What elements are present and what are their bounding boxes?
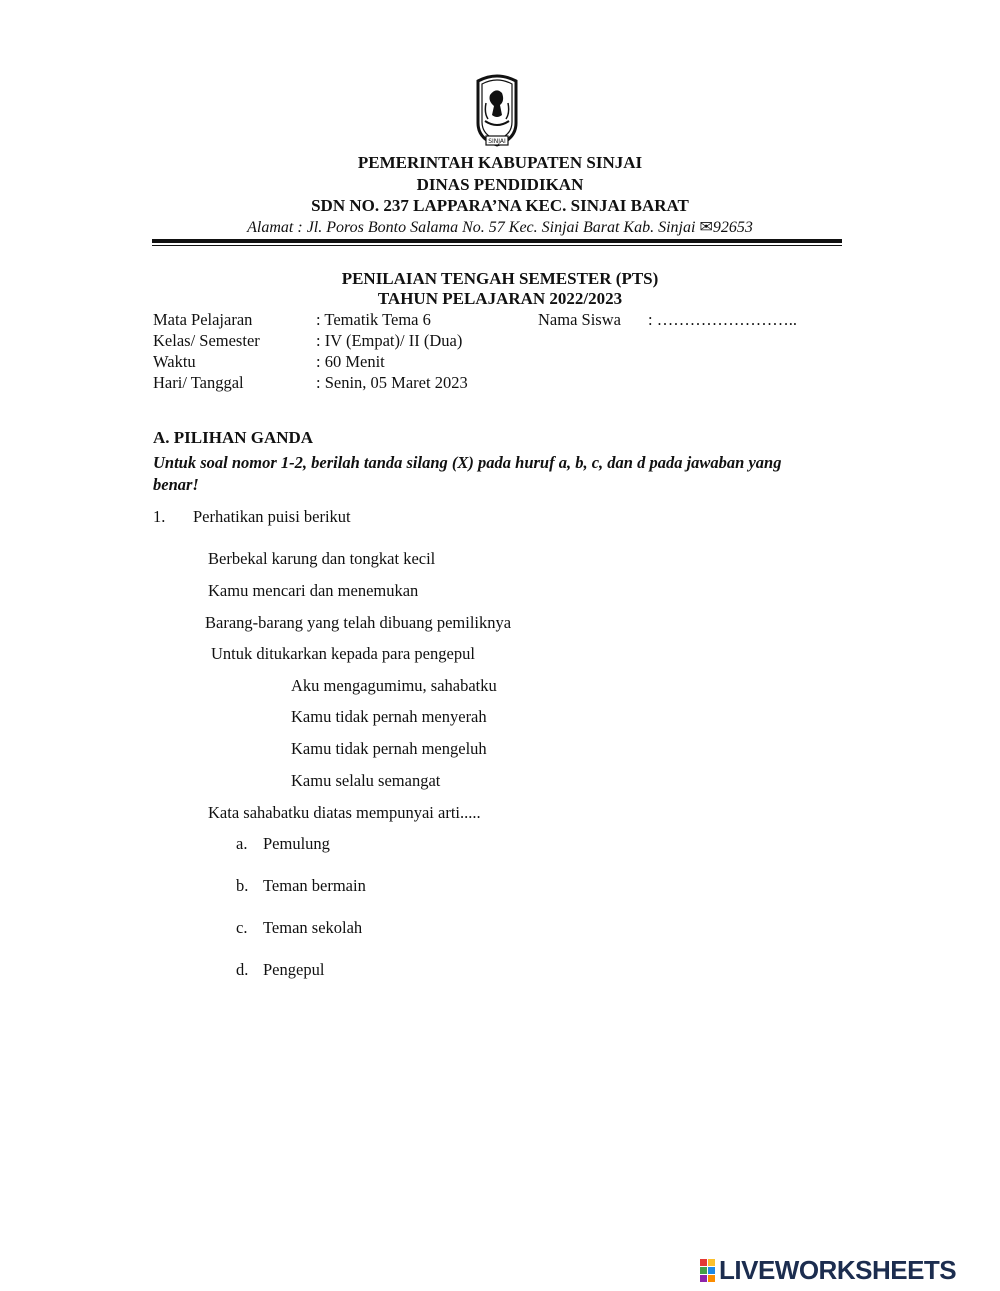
logo-block bbox=[700, 1267, 707, 1274]
header-government: PEMERINTAH KABUPATEN SINJAI bbox=[357, 153, 643, 172]
class-value: : IV (Empat)/ II (Dua) bbox=[316, 331, 463, 350]
poem-line: Kamu mencari dan menemukan bbox=[208, 581, 419, 600]
exam-year: TAHUN PELAJARAN 2022/2023 bbox=[377, 289, 623, 308]
address-text: Alamat : Jl. Poros Bonto Salama No. 57 Kec. Sinjai Barat Kab. Sinjai bbox=[247, 219, 696, 236]
logo-block bbox=[700, 1259, 707, 1266]
logo-block bbox=[708, 1259, 715, 1266]
liveworksheets-text: LIVEWORKSHEETS bbox=[719, 1254, 957, 1285]
option-letter: d. bbox=[236, 960, 249, 979]
answer-option-d[interactable] bbox=[236, 960, 324, 980]
student-name-label: Nama Siswa bbox=[538, 310, 621, 329]
header-school-name: SDN NO. 237 LAPPARA’NA KEC. SINJAI BARAT bbox=[311, 196, 689, 215]
poem-line: Kamu tidak pernah mengeluh bbox=[291, 739, 487, 758]
student-name-field[interactable]: : …………………….. bbox=[648, 310, 797, 329]
poem-line: Untuk ditukarkan kepada para pengepul bbox=[211, 644, 475, 663]
poem-line: Aku mengagumimu, sahabatku bbox=[291, 676, 497, 695]
time-value: : 60 Menit bbox=[316, 352, 385, 371]
answer-option-c[interactable] bbox=[236, 918, 362, 938]
option-letter: b. bbox=[236, 876, 249, 895]
instruction-line-1: Untuk soal nomor 1-2, berilah tanda silang (X) pada huruf a, b, c, dan d pada jawaban yang bbox=[153, 453, 782, 472]
option-text: Teman bermain bbox=[263, 876, 366, 895]
poem-line: Barang-barang yang telah dibuang pemiliknya bbox=[205, 613, 512, 632]
postal-code: 92653 bbox=[712, 219, 753, 236]
envelope-icon: ✉ bbox=[699, 219, 713, 236]
header-department: DINAS PENDIDIKAN bbox=[416, 175, 584, 194]
answer-option-a[interactable] bbox=[236, 834, 330, 854]
poem-line: Berbekal karung dan tongkat kecil bbox=[208, 549, 436, 568]
logo-block bbox=[700, 1275, 707, 1282]
option-letter: c. bbox=[236, 918, 248, 937]
svg-text:SINJAI: SINJAI bbox=[488, 138, 506, 145]
liveworksheets-watermark bbox=[700, 1255, 956, 1285]
class-label: Kelas/ Semester bbox=[153, 331, 260, 350]
subject-label: Mata Pelajaran bbox=[153, 310, 253, 329]
date-value: : Senin, 05 Maret 2023 bbox=[316, 373, 468, 392]
section-title: A. PILIHAN GANDA bbox=[153, 428, 314, 447]
logo-block bbox=[708, 1267, 715, 1274]
option-text: Teman sekolah bbox=[263, 918, 363, 937]
logo-block bbox=[708, 1275, 715, 1282]
option-text: Pemulung bbox=[263, 834, 330, 853]
question-number: 1. bbox=[153, 507, 166, 526]
date-label: Hari/ Tanggal bbox=[153, 373, 244, 392]
section-instruction bbox=[153, 452, 853, 496]
question-prompt: Perhatikan puisi berikut bbox=[193, 507, 351, 526]
time-label: Waktu bbox=[153, 352, 196, 371]
option-letter: a. bbox=[236, 834, 248, 853]
liveworksheets-logo-icon bbox=[700, 1259, 715, 1282]
header-divider-thick bbox=[152, 239, 842, 243]
instruction-line-2: benar! bbox=[153, 475, 199, 494]
header-divider-thin bbox=[152, 245, 842, 246]
option-text: Pengepul bbox=[263, 960, 325, 979]
poem-line: Kamu selalu semangat bbox=[291, 771, 441, 790]
question-ask: Kata sahabatku diatas mempunyai arti..... bbox=[208, 803, 481, 822]
poem-line: Kamu tidak pernah menyerah bbox=[291, 707, 487, 726]
header-address bbox=[0, 217, 1000, 237]
subject-value: : Tematik Tema 6 bbox=[316, 310, 431, 329]
exam-title: PENILAIAN TENGAH SEMESTER (PTS) bbox=[341, 269, 659, 288]
answer-option-b[interactable] bbox=[236, 876, 366, 896]
school-logo bbox=[472, 73, 522, 151]
